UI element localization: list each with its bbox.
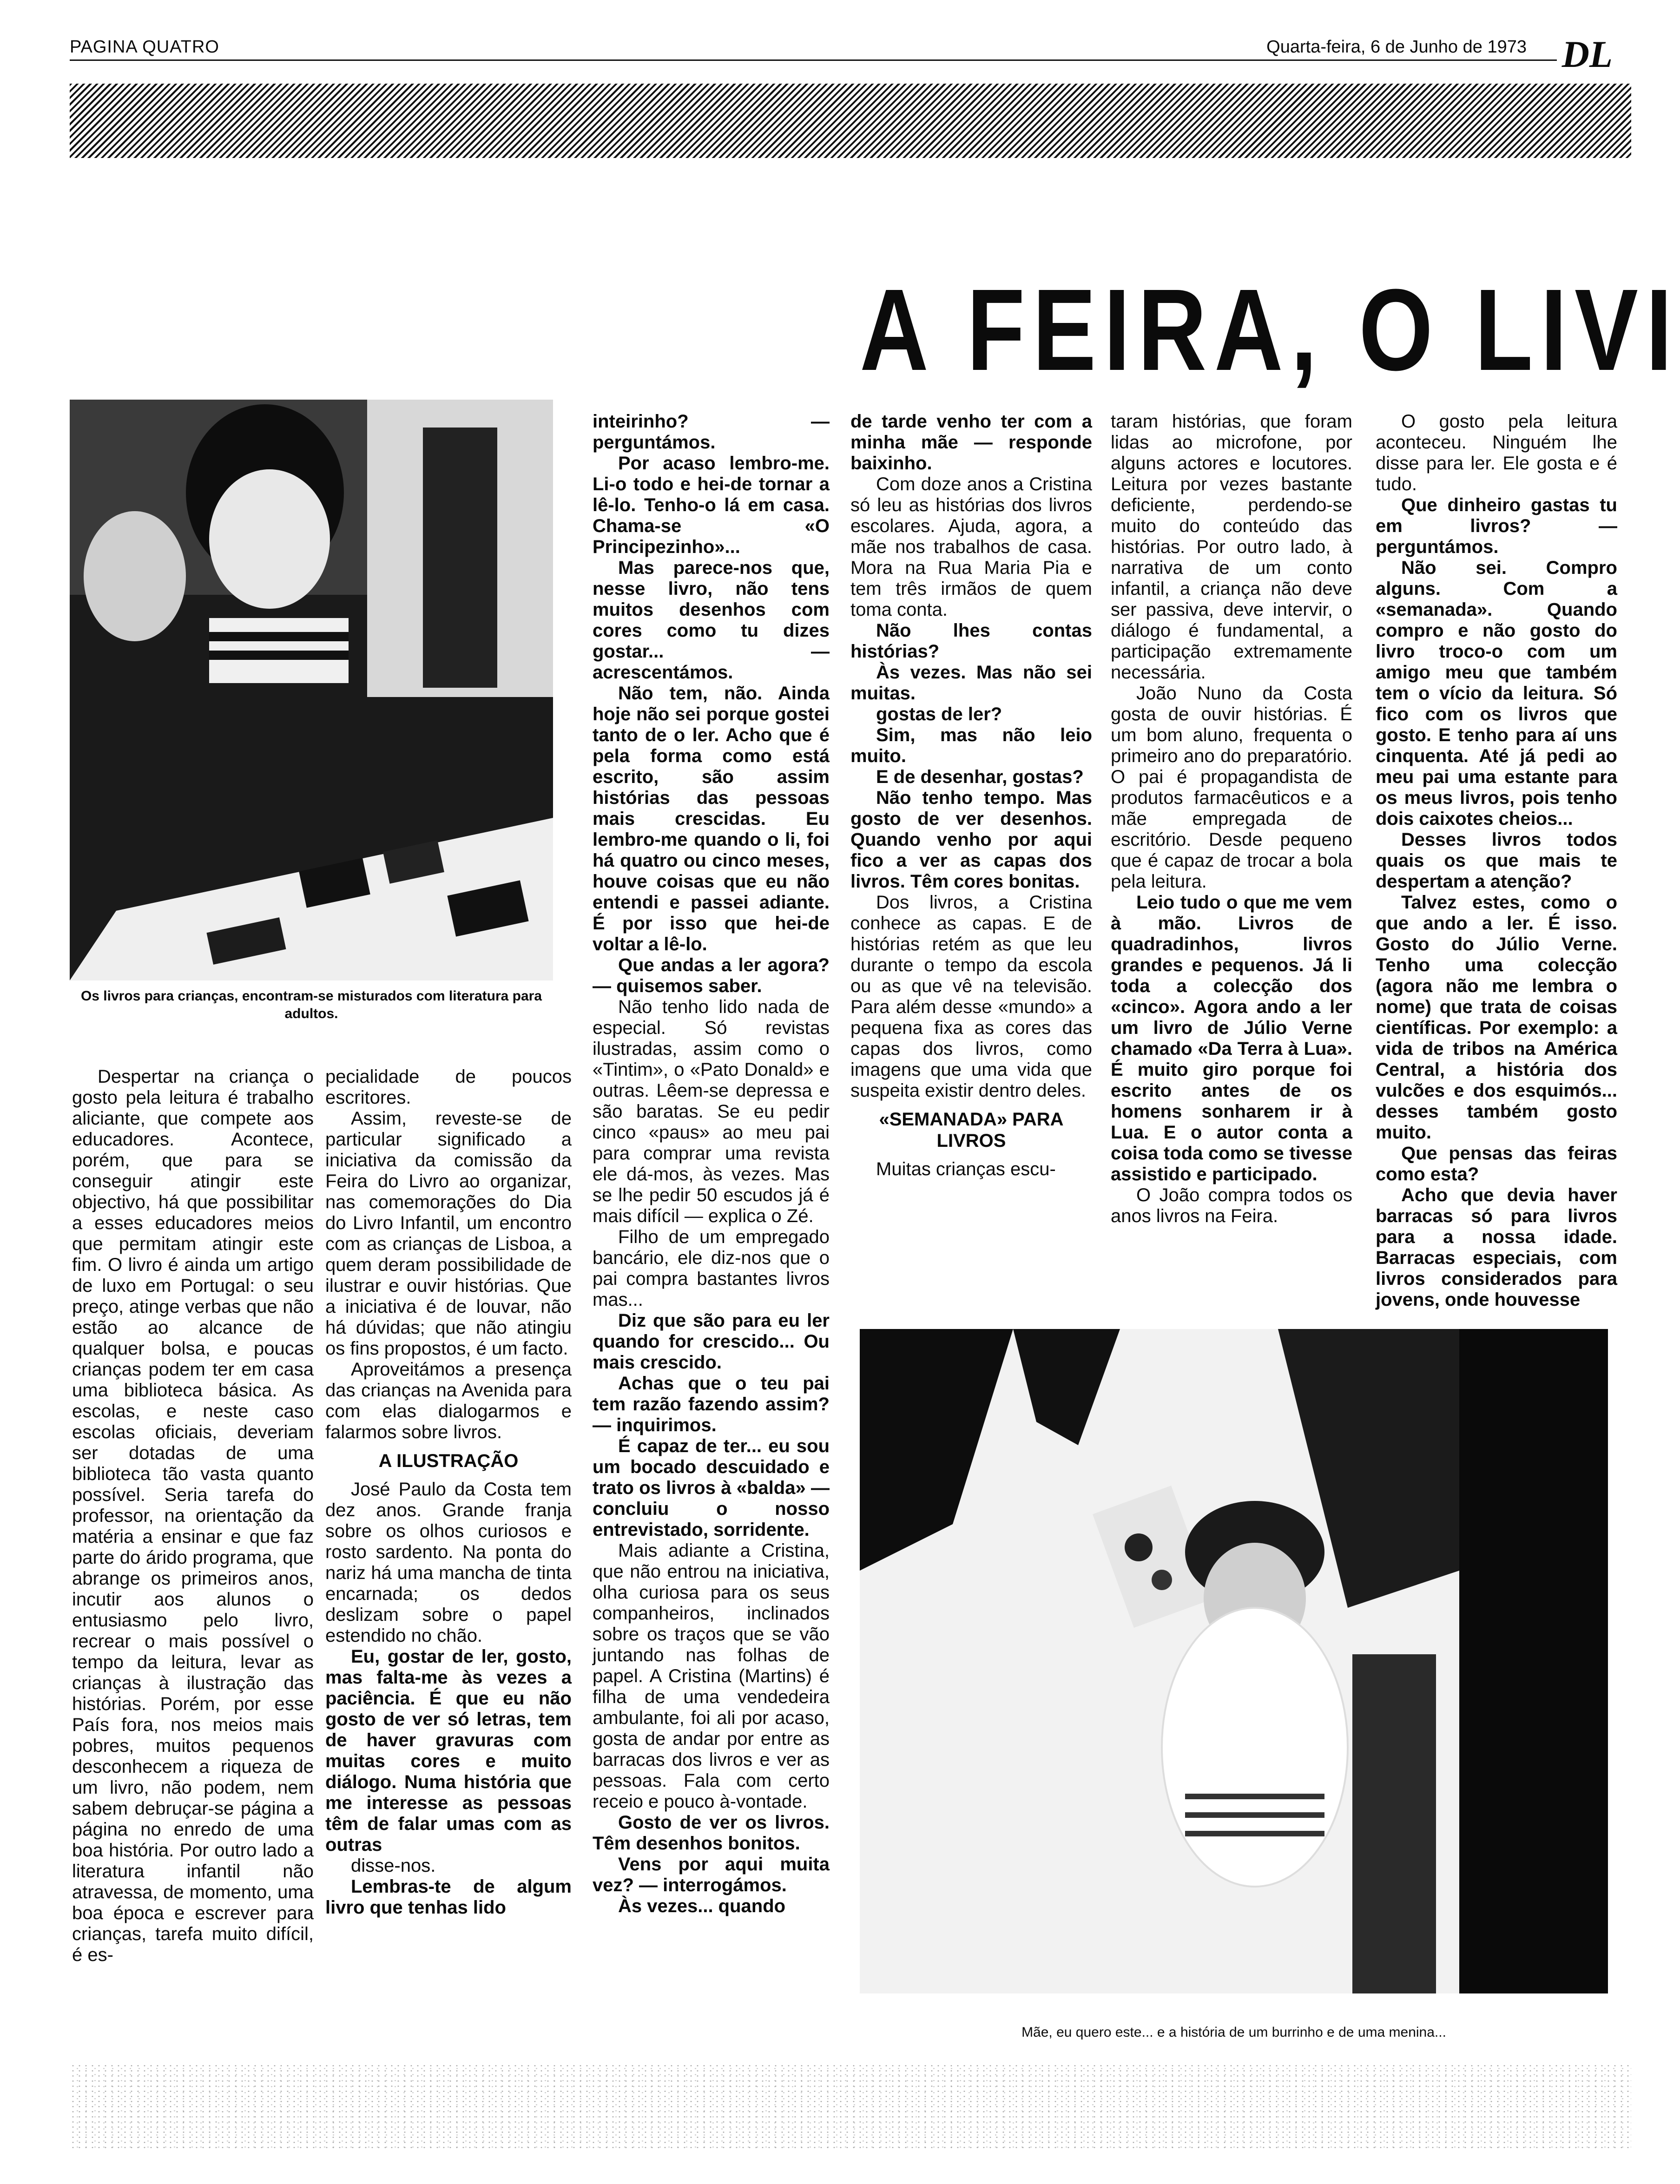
photo-caption-top: Os livros para crianças, encontram-se misturados com literatura para adultos. <box>80 988 542 1021</box>
quote-paragraph: Às vezes. Mas não sei muitas. <box>850 662 1092 704</box>
print-noise-band <box>70 2063 1631 2151</box>
paragraph: Despertar na criança o gosto pela leitura é trabalho aliciante, que compete aos educadores. Acontece, porém, que para se conseguir atingir este objectivo, há que possibilitar a esses educadores meios que permitam atingir este fim. O livro é ainda um artigo de luxo em Portugal: o seu preço, atinge verbas que não estão ao alcance de qualquer bolsa, e poucas crianças podem ter em casa uma biblioteca básica. As escolas, e neste caso escolas oficiais, deveriam ser dotadas de uma biblioteca tão vasta quanto possível. Seria tarefa do professor, na orientação da matéria a ensinar e que faz parte do árido programa, que abrange os primeiros anos, incutir aos alunos o entusiasmo pelo livro, recrear o mais possível o tempo da leitura, levar as crianças à ilustração das histórias. Porém, por esse País fora, nos meios mais pobres, muitos pequenos desconhecem a riqueza de um livro, não podem, nem sabem debruçar-se página a página no enredo de uma boa história. Por outro lado a literatura infantil não atravessa, de momento, uma boa época e escrever para crianças, tarefa muito difícil, é es- <box>72 1066 314 1965</box>
quote-paragraph: Talvez estes, como o que ando a ler. É isso. Gosto do Júlio Verne. Tenho uma colecção (agora não me lembra o nome) que trata de coisas científicas. Por exemplo: a vida de tribos na América Central, a história dos vulcões e dos esquimós... desses também gosto muito. <box>1376 892 1617 1143</box>
quote-paragraph: Gosto de ver os livros. Têm desenhos bonitos. <box>593 1812 830 1854</box>
quote-paragraph: Não sei. Compro alguns. Com a «semanada». Quando compro e não gosto do livro troco-o com um amigo meu que também tem o vício da leitura. Só fico com os livros que gosto. E tenho para aí uns cinquenta. Até já pedi ao meu pai uma estante para os meus livros, pois tenho dois caixotes cheios... <box>1376 558 1617 829</box>
quote-paragraph: Desses livros todos quais os que mais te despertam a atenção? <box>1376 829 1617 892</box>
quote-paragraph: Que dinheiro gastas tu em livros? — perguntámos. <box>1376 495 1617 557</box>
headline: A FEIRA, O LIVI <box>860 265 1680 395</box>
section-heading-semanada: «SEMANADA» PARA LIVROS <box>879 1109 1064 1151</box>
paragraph: disse-nos. <box>351 1855 436 1876</box>
quote-paragraph: Não tenho tempo. Mas gosto de ver desenhos. Quando venho por aqui fico a ver as capas dos livros. Têm cores bonitas. <box>850 788 1092 892</box>
paragraph: José Paulo da Costa tem dez anos. Grande franja sobre os olhos curiosos e rosto sardento. Na ponta do nariz há uma mancha de tinta encarnada; os dedos deslizam sobre o papel estendido no chão. <box>325 1479 572 1646</box>
paragraph: taram histórias, que foram lidas ao microfone, por alguns actores e locutores. Leitura por vezes bastante deficiente, perdendo-se muito do conteúdo das histórias. Por outro lado, à narrativa de um conto infantil, a criança não deve ser passiva, deve intervir, o diálogo é fundamental, a participação extremamente necessária. <box>1111 411 1352 683</box>
quote-paragraph: Que pensas das feiras como esta? <box>1376 1143 1617 1184</box>
quote-paragraph: Não tem, não. Ainda hoje não sei porque gostei tanto de o ler. Acho que é pela forma como está escrito, são assim histórias das pessoas mais crescidas. Eu lembro-me quando o li, foi há quatro ou cinco meses, houve coisas que eu não entendi e passei adiante. É por isso que hei-de voltar a lê-lo. <box>593 683 830 954</box>
quote-paragraph: Achas que o teu pai tem razão fazendo assim? — inquirimos. <box>593 1373 830 1435</box>
paragraph: João Nuno da Costa gosta de ouvir histórias. É um bom aluno, frequenta o primeiro ano do preparatório. O pai é propagandista de produtos farmacêuticos e a mãe empregada de escritório. Desde pequeno que é capaz de trocar a bola pela leitura. <box>1111 683 1352 892</box>
paragraph: pecialidade de poucos escritores. <box>325 1066 572 1108</box>
quote-paragraph: Diz que são para eu ler quando for crescido... Ou mais crescido. <box>593 1310 830 1373</box>
quote-paragraph: Acho que devia haver barracas só para livros para a nossa idade. Barracas especiais, com livros considerados para jovens, onde houvesse <box>1376 1185 1617 1310</box>
photo-child-at-fair <box>860 1329 1608 1993</box>
paragraph: O João compra todos os anos livros na Feira. <box>1111 1185 1352 1226</box>
article-column-3 <box>593 411 830 2047</box>
article-column-6 <box>1376 411 1617 1317</box>
quote-paragraph: E de desenhar, gostas? <box>876 767 1084 787</box>
quote-paragraph: Que andas a ler agora? — quisemos saber. <box>593 955 830 996</box>
quote-paragraph: inteirinho? — perguntámos. <box>593 411 830 453</box>
header-rule <box>70 59 1557 61</box>
quote-paragraph: Não lhes contas histórias? <box>850 620 1092 662</box>
section-label: PAGINA QUATRO <box>70 37 219 57</box>
quote-paragraph: Vens por aqui muita vez? — interrogámos. <box>593 1854 830 1895</box>
paragraph: Aproveitámos a presença das crianças na Avenida para com elas dialogarmos e falarmos sobre livros. <box>325 1359 572 1442</box>
quote-paragraph: de tarde venho ter com a minha mãe — responde baixinho. <box>850 411 1092 474</box>
section-heading-ilustracao: A ILUSTRAÇÃO <box>378 1451 519 1471</box>
hatched-banner <box>70 84 1631 158</box>
quote-paragraph: Às vezes... quando <box>618 1896 786 1916</box>
issue-date: Quarta-feira, 6 de Junho de 1973 <box>1266 37 1527 57</box>
paragraph: Com doze anos a Cristina só leu as histórias dos livros escolares. Ajuda, agora, a mãe nos trabalhos de casa. Mora na Rua Maria Pia e tem três irmãos de quem toma conta. <box>850 474 1092 620</box>
quote-paragraph: Lembras-te de algum livro que tenhas lido <box>325 1876 572 1918</box>
quote-paragraph: Mas parece-nos que, nesse livro, não tens muitos desenhos com cores como tu dizes gostar... — acrescentámos. <box>593 558 830 683</box>
paragraph: Muitas crianças escu- <box>876 1159 1056 1179</box>
quote-paragraph: Por acaso lembro-me. Li-o todo e hei-de tornar a lê-lo. Tenho-o lá em casa. Chama-se «O Principezinho»... <box>593 453 830 557</box>
photo-book-stall <box>70 400 553 980</box>
paragraph: O gosto pela leitura aconteceu. Ninguém lhe disse para ler. Ele gosta e é tudo. <box>1376 411 1617 494</box>
masthead-logo: DL <box>1561 33 1613 75</box>
quote-paragraph: Sim, mas não leio muito. <box>850 725 1092 766</box>
article-column-4 <box>850 411 1092 1317</box>
quote-paragraph: Eu, gostar de ler, gosto, mas falta-me às vezes a paciência. É que eu não gosto de ver só letras, tem de haver gravuras com muitas cores e muito diálogo. Numa história que me interesse as pessoas têm de falar umas com as outras <box>325 1646 572 1855</box>
quote-paragraph: Leio tudo o que me vem à mão. Livros de quadradinhos, livros grandes e pequenos. Já li toda a colecção dos «cinco». Agora ando a ler um livro de Júlio Verne chamado «Da Terra à Lua». É muito giro porque foi escrito antes de os homens sonharem ir à Lua. E o autor conta a coisa toda como se tivesse assistido e participado. <box>1111 892 1352 1184</box>
quote-paragraph: gostas de ler? <box>876 704 1002 724</box>
paragraph: Filho de um empregado bancário, ele diz-nos que o pai compra bastantes livros mas... <box>593 1227 830 1310</box>
article-column-5 <box>1111 411 1352 1317</box>
quote-paragraph: É capaz de ter... eu sou um bocado descuidado e trato os livros à «balda» — concluiu o nosso entrevistado, sorridente. <box>593 1436 830 1540</box>
paragraph: Não tenho lido nada de especial. Só revistas ilustradas, assim como o «Tintim», o «Pato Donald» e outras. Lêem-se depressa e são baratas. Se eu pedir cinco «paus» ao meu pai para comprar uma revista ele dá-mos, às vezes. Mas se lhe pedir 50 escudos já é mais difícil — explica o Zé. <box>593 997 830 1226</box>
photo-caption-bottom: Mãe, eu quero este... e a história de um burrinho e de uma menina... <box>1021 2025 1446 2040</box>
paragraph: Assim, reveste-se de particular significado a iniciativa da comissão da Feira do Livro ao organizar, nas comemorações do Dia do Livro Infantil, um encontro com as crianças de Lisboa, a quem deram possibilidade de ilustrar e ouvir histórias. Que a iniciativa é de louvar, não há dúvidas; que não atingiu os fins propostos, é um facto. <box>325 1108 572 1359</box>
article-column-1 <box>72 1066 314 2047</box>
paragraph: Mais adiante a Cristina, que não entrou na iniciativa, olha curiosa para os seus companheiros, inclinados sobre os traços que se vão juntando nas folhas de papel. A Cristina (Martins) é filha de uma vendedeira ambulante, foi ali por acaso, gosta de andar por entre as barracas dos livros e ver as pessoas. Fala com certo receio e pouco à-vontade. <box>593 1540 830 1812</box>
article-column-2 <box>325 1066 572 2047</box>
paragraph: Dos livros, a Cristina conhece as capas. E de histórias retém as que leu durante o tempo da escola ou as que vê na televisão. Para além desse «mundo» a pequena fixa as cores das capas dos livros, como imagens que uma vida que suspeita existir dentro deles. <box>850 892 1092 1101</box>
